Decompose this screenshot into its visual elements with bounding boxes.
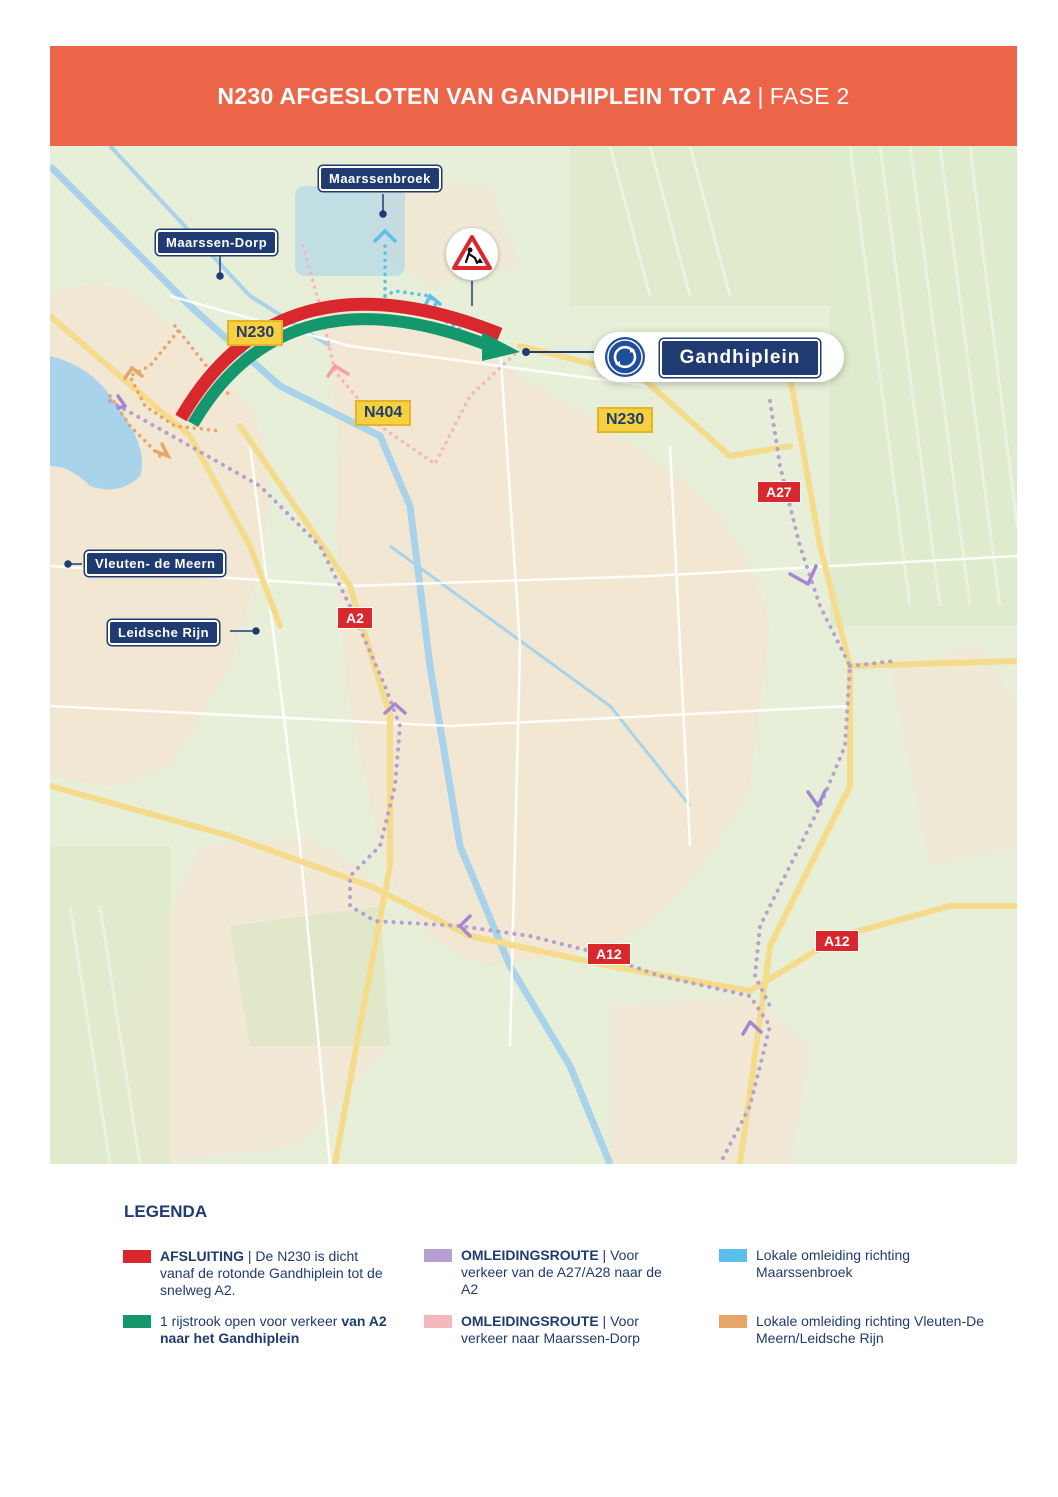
road-shield-a2: A2 — [337, 607, 373, 629]
title-main: N230 AFGESLOTEN VAN GANDHIPLEIN TOT A2 — [217, 82, 752, 109]
place-label-maarssenbroek: Maarssenbroek — [319, 166, 441, 191]
map[interactable] — [50, 146, 1017, 1164]
place-label-gandhiplein: Gandhiplein — [660, 339, 820, 377]
legend-swatch-pink — [424, 1315, 452, 1328]
road-shield-n404: N404 — [355, 400, 411, 426]
legend-item-lane-open — [160, 1313, 388, 1347]
title-phase: FASE 2 — [769, 82, 850, 109]
roadworks-warning-icon — [446, 228, 498, 280]
legend-swatch-blue — [719, 1249, 747, 1262]
legend-pink-label: OMLEIDINGSROUTE — [461, 1313, 599, 1329]
legend-closure-label: AFSLUITING — [160, 1248, 244, 1264]
place-label-vleuten: Vleuten- de Meern — [85, 551, 225, 576]
legend-item-local-blue — [756, 1247, 986, 1281]
title-separator: | — [757, 82, 764, 109]
legend-swatch-green — [123, 1315, 151, 1328]
legend-swatch-purple — [424, 1249, 452, 1262]
map-base — [50, 146, 1017, 1164]
legend-item-detour-purple — [461, 1247, 671, 1298]
legend-title: LEGENDA — [124, 1202, 208, 1221]
legend-closure-text: | De N230 is dicht vanaf de rotonde Gandhiplein tot de snelweg A2. — [160, 1248, 383, 1298]
legend-purple-label: OMLEIDINGSROUTE — [461, 1247, 599, 1263]
legend-orange-text: Lokale omleiding richting Vleuten-De Meern/Leidsche Rijn — [756, 1313, 985, 1346]
legend-blue-text: Lokale omleiding richting Maarssenbroek — [756, 1247, 911, 1280]
legend-lane-bold: van A2 naar het Gandhiplein — [160, 1313, 387, 1346]
title-banner — [50, 46, 1017, 146]
road-shield-a12-west: A12 — [587, 943, 631, 965]
road-shield-a12-east: A12 — [815, 930, 859, 952]
legend-pink-text: | Voor verkeer naar Maarssen-Dorp — [461, 1313, 640, 1346]
roundabout-icon — [605, 337, 645, 377]
place-label-maarssen-dorp: Maarssen-Dorp — [156, 230, 277, 255]
legend-lane-prefix: 1 rijstrook open voor verkeer — [160, 1313, 342, 1329]
legend-item-closure — [160, 1248, 388, 1299]
road-shield-a27: A27 — [757, 481, 801, 503]
road-shield-n230-east: N230 — [597, 407, 653, 433]
gandhiplein-callout — [594, 332, 844, 382]
legend-item-detour-pink — [461, 1313, 671, 1347]
road-shield-n230-west: N230 — [227, 320, 283, 346]
legend-purple-text: | Voor verkeer van de A27/A28 naar de A2 — [461, 1247, 662, 1297]
legend-item-local-orange — [756, 1313, 986, 1347]
legend-swatch-orange — [719, 1315, 747, 1328]
place-label-leidsche-rijn: Leidsche Rijn — [108, 620, 219, 645]
legend-swatch-red — [123, 1250, 151, 1263]
